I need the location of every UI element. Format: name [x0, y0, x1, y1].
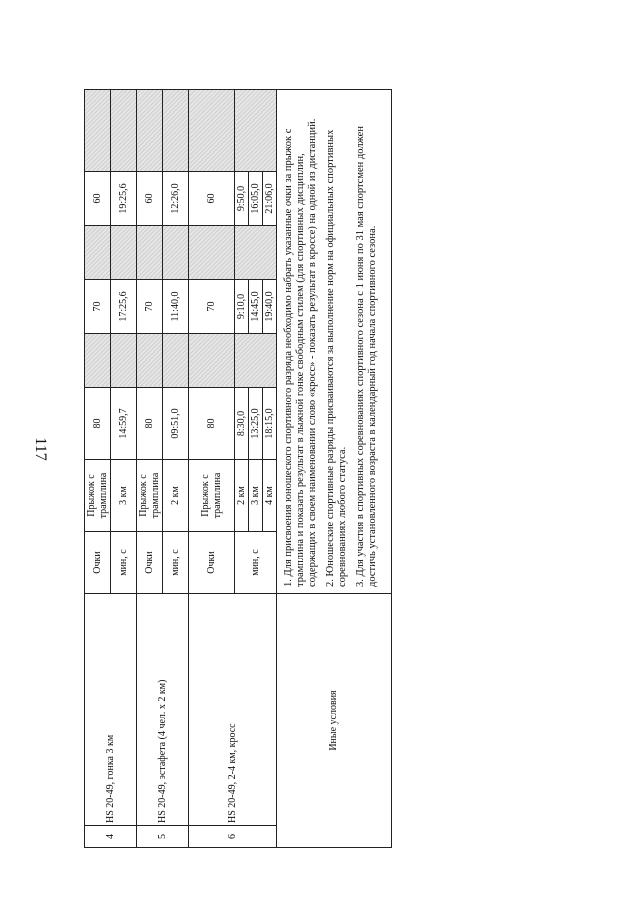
shaded-cell — [85, 226, 111, 280]
shaded-cell — [163, 334, 189, 388]
label-points: Очки — [85, 532, 111, 594]
time-60: 21:06,0 — [263, 183, 275, 214]
jump-label: Прыжок с трамплина — [137, 460, 163, 532]
shaded-cell — [235, 90, 277, 172]
distance: 4 км — [263, 486, 275, 505]
time-70: 9:10,0 — [235, 280, 248, 333]
time-60: 19:25,6 — [111, 172, 137, 226]
value-80: 80 — [137, 388, 163, 460]
table-canvas — [84, 90, 379, 848]
value-60: 60 — [189, 172, 235, 226]
shaded-cell — [189, 226, 235, 280]
time-60: 16:05,0 — [248, 172, 262, 225]
page-number: 117 — [32, 437, 49, 461]
row-number: 4 — [85, 826, 137, 848]
label-points: Очки — [137, 532, 163, 594]
label-time: мин, с — [111, 532, 137, 594]
jump-label: Прыжок с трамплина — [189, 460, 235, 532]
shaded-cell — [189, 90, 235, 172]
time-70: 11:40,0 — [163, 280, 189, 334]
jump-label: Прыжок с трамплина — [85, 460, 111, 532]
shaded-cell — [111, 90, 137, 172]
row-number: 6 — [189, 826, 277, 848]
note-1: 1. Для присвоения юношеского спортивного разряда необходимо набрать указанные очки за прыжок с трамплина и показать результат в лыжной гонке свободным стилем (для спортивных дисциплин, содержащих в своем наименовании слово «кросс» - показать результат в кроссе) на одной из дистанций. — [283, 118, 319, 587]
label-time: мин, с — [163, 532, 189, 594]
time-80: 09:51,0 — [163, 388, 189, 460]
event-name: HS 20-49, эстафета (4 чел. х 2 км) — [137, 594, 189, 826]
table-row — [85, 90, 111, 848]
value-70: 70 — [85, 280, 111, 334]
value-80: 80 — [85, 388, 111, 460]
distance: 2 км — [163, 460, 189, 532]
time-70: 19:40,0 — [263, 291, 275, 322]
shaded-cell — [111, 334, 137, 388]
norms-table — [84, 89, 392, 848]
time-70: 17:25,6 — [111, 280, 137, 334]
shaded-cell — [85, 334, 111, 388]
time-70: 14:45,0 — [248, 280, 262, 333]
shaded-cell — [163, 226, 189, 280]
value-80: 80 — [189, 388, 235, 460]
shaded-cell — [189, 334, 235, 388]
other-conditions-label: Иные условия — [277, 594, 392, 848]
time-80: 13:25,0 — [248, 388, 262, 459]
notes-cell — [277, 90, 392, 594]
event-name: HS 20-49, 2-4 км, кросс — [189, 594, 277, 826]
label-points: Очки — [189, 532, 235, 594]
table-row — [189, 90, 235, 848]
value-70: 70 — [189, 280, 235, 334]
notes-row — [277, 90, 392, 848]
time-80: 8:30,0 — [235, 388, 248, 459]
time-80: 18:15,0 — [263, 408, 275, 439]
shaded-cell — [111, 226, 137, 280]
note-3: 3. Для участия в спортивных соревнованиях спортивного сезона с 1 июня по 31 мая спортсмен должен достичь установленного возраста в календарный год начала спортивного сезона. — [355, 126, 379, 587]
time-60: 12:26,0 — [163, 172, 189, 226]
shaded-cell — [137, 90, 163, 172]
distance: 2 км — [235, 460, 248, 531]
times-60 — [235, 172, 277, 226]
distance: 3 км — [248, 460, 262, 531]
times-70 — [235, 280, 277, 334]
shaded-cell — [235, 334, 277, 388]
label-time: мин, с — [235, 532, 277, 594]
shaded-cell — [85, 90, 111, 172]
shaded-cell — [137, 226, 163, 280]
row-number: 5 — [137, 826, 189, 848]
distance: 3 км — [111, 460, 137, 532]
event-name: HS 20-49, гонка 3 км — [85, 594, 137, 826]
shaded-cell — [163, 90, 189, 172]
time-80: 14:59,7 — [111, 388, 137, 460]
value-60: 60 — [85, 172, 111, 226]
time-60: 9:50,0 — [235, 172, 248, 225]
value-70: 70 — [137, 280, 163, 334]
distance-list — [235, 460, 277, 532]
value-60: 60 — [137, 172, 163, 226]
table-row — [137, 90, 163, 848]
rotated-table-area — [84, 90, 379, 848]
note-2: 2. Юношеские спортивные разряды присваиваются за выполнение норм на официальных спортивных соревнованиях любого статуса. — [325, 129, 349, 587]
times-80 — [235, 388, 277, 460]
shaded-cell — [235, 226, 277, 280]
shaded-cell — [137, 334, 163, 388]
